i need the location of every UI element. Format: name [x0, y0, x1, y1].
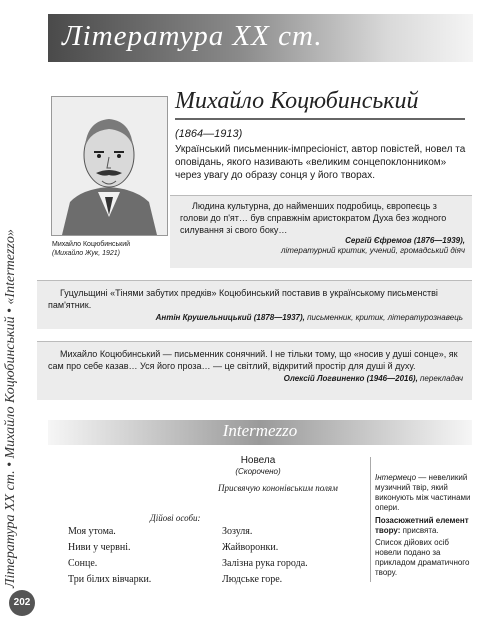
side-running-title: Література ХХ ст. • Михайло Коцюбинський • «Intermezzo»: [3, 229, 18, 588]
genre-label: Новела: [240, 455, 276, 466]
quote-2-text: Гуцульщині «Тінями забутих предків» Коцюбинський поставив в українському письменстві пам'ятник.: [48, 288, 438, 310]
character-item: Зозуля.: [222, 526, 253, 537]
portrait-caption-name: Михайло Коцюбинський: [52, 241, 131, 248]
note-highlight: [375, 516, 475, 536]
portrait-sketch: [52, 97, 167, 235]
notes-divider: [370, 457, 371, 582]
note-highlight-value: присвята.: [402, 526, 439, 535]
character-item: Моя утома.: [68, 526, 116, 537]
author-name: Михайло Коцюбинський: [175, 88, 419, 114]
quote-1-text: Людина культурна, до найменших подробиць, європеєць з голови до п'ят… був справжнім аристократом Духа без жодного силування зі свого боку…: [180, 201, 447, 235]
quote-2-author: Антін Крушельницький (1878—1937),: [155, 313, 305, 322]
character-item: Три білих вівчарки.: [68, 574, 152, 585]
characters-right-column: [222, 524, 308, 588]
note-term-definition: — невеликий музичний твір, який виконують між частинами опери.: [375, 473, 471, 512]
characters-heading: Дійові особи:: [150, 513, 201, 523]
quote-3-text: Михайло Коцюбинський — письменник сонячний. І не тільки тому, що «носив у душі сонце», як сам про себе казав… Уся його проза… — це світлий, відкритий простір для душі й духу.: [48, 349, 458, 371]
quote-2-author-role: письменник, критик, літературознавець: [307, 313, 463, 322]
intermezzo-title: Intermezzo: [222, 421, 298, 440]
quote-2-attribution: [48, 313, 463, 322]
note-list: Список дійових осіб новели подано за прикладом драматичного твору.: [375, 538, 470, 577]
quote-1-author: Сергій Єфремов (1876—1939),: [345, 236, 465, 245]
author-years: (1864—1913): [175, 128, 243, 140]
page-number: 202: [9, 590, 35, 616]
dedication: Присвячую кононівським полям: [218, 483, 338, 493]
character-item: Сонце.: [68, 558, 98, 569]
author-bio: Український письменник-імпресіоніст, автор повістей, новел та оповідань, якого називають «великим сонцепоклонником» через увагу до образу сонця у його творах.: [175, 144, 466, 181]
note-highlight-label: Позасюжетний елемент твору:: [375, 516, 469, 535]
character-item: Людське горе.: [222, 574, 283, 585]
quote-3-attribution: [48, 374, 463, 383]
character-item: Залізна рука города.: [222, 558, 308, 569]
character-item: Жайворонки.: [222, 542, 279, 553]
portrait-caption-artist: (Михайло Жук, 1921): [52, 250, 120, 257]
author-name-underline: [175, 118, 465, 120]
characters-left-column: [68, 524, 151, 588]
note-term: [375, 473, 475, 513]
portrait-caption: [52, 240, 172, 258]
note-term-word: Інтермецо: [375, 473, 417, 482]
quote-3-author-role: перекладач: [420, 374, 463, 383]
quote-1-attribution: [180, 236, 465, 256]
quote-1-author-role: літературний критик, учений, громадський діяч: [280, 246, 465, 255]
abridged-label: (Скорочено): [235, 467, 281, 476]
author-portrait: [51, 96, 168, 236]
quote-3-author: Олексій Логвиненко (1946—2016),: [283, 374, 418, 383]
page-title: Література ХХ ст.: [62, 20, 323, 52]
character-item: Ниви у червні.: [68, 542, 131, 553]
